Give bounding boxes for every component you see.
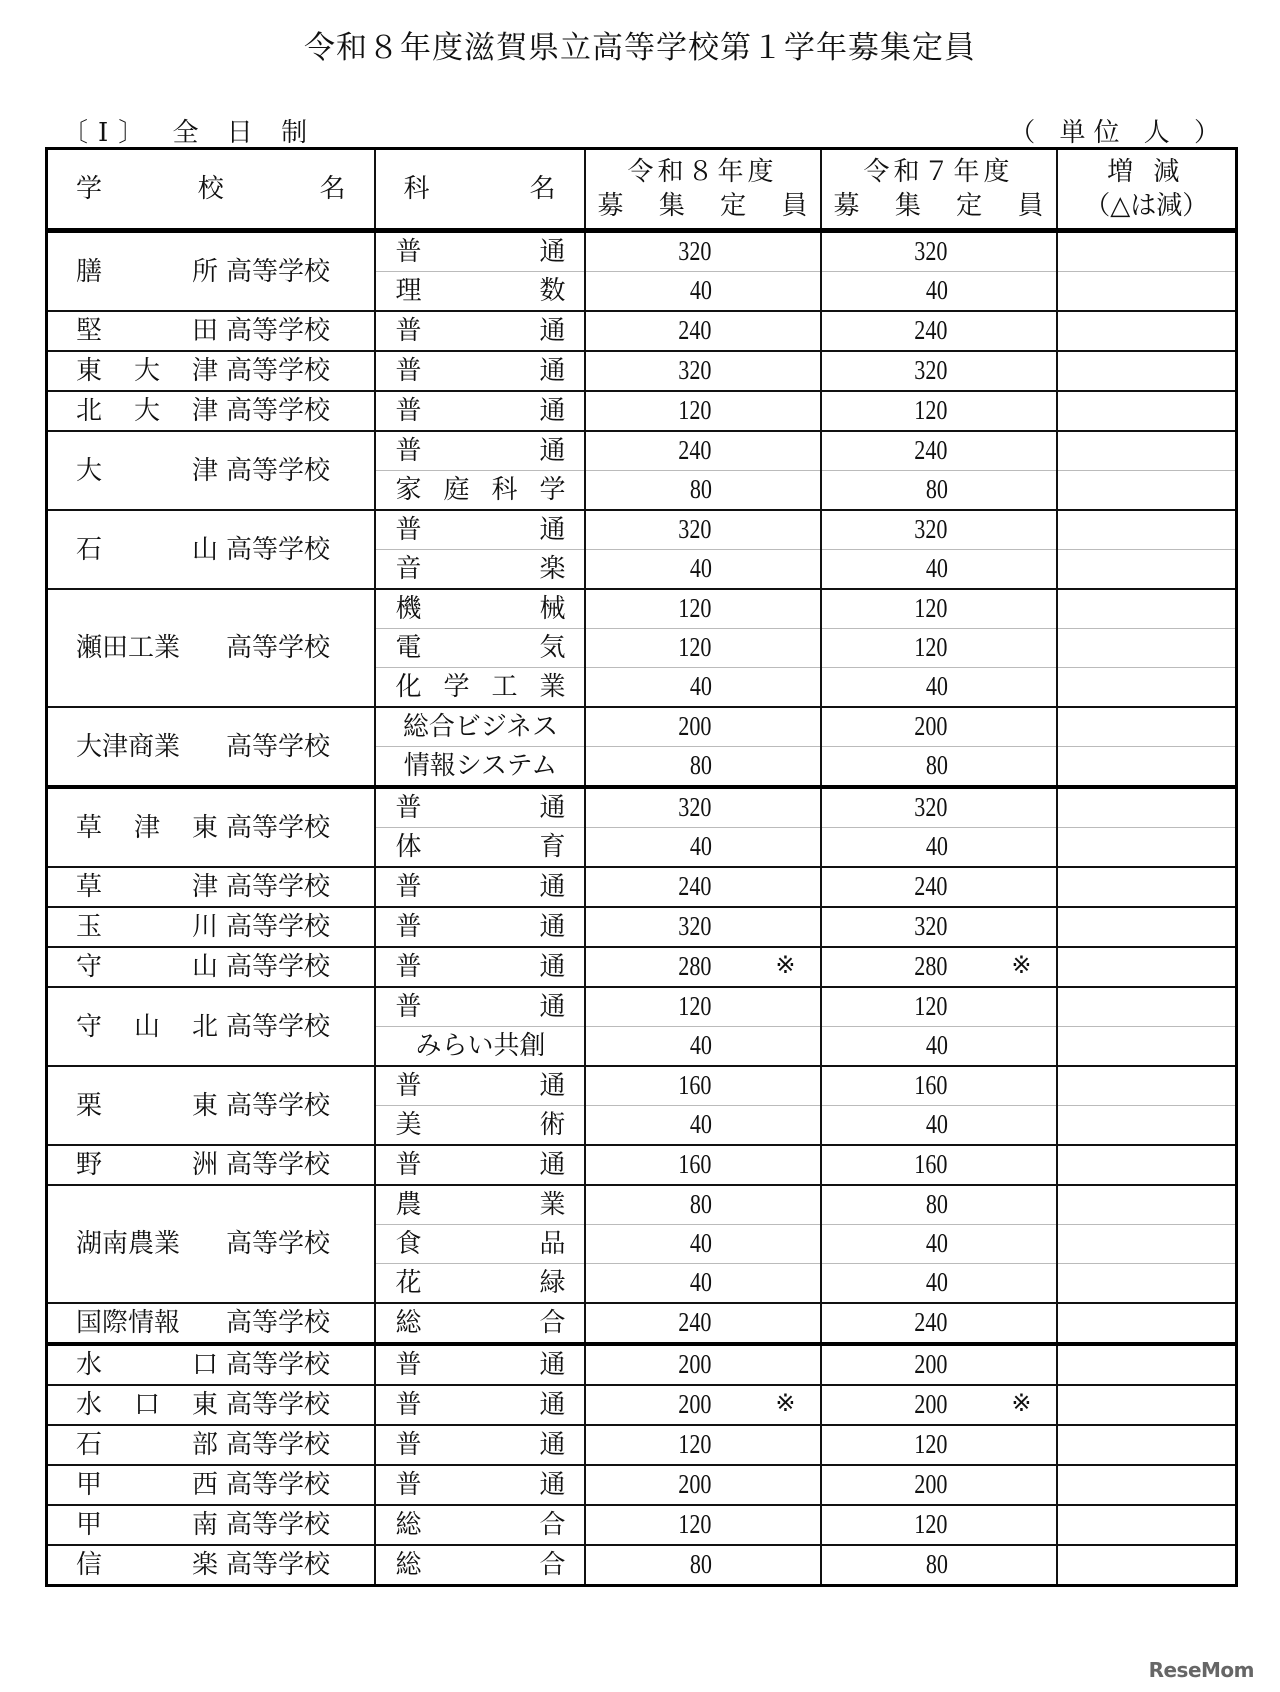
department-name: 普 通 [375,987,585,1027]
capacity-r8: 120 [585,391,821,431]
change-value [1057,311,1237,351]
capacity-r8: 240 [585,311,821,351]
department-name: 普 通 [375,1344,585,1385]
page-title: 令和８年度滋賀県立高等学校第１学年募集定員 [304,30,976,66]
capacity-r8: 120 [585,987,821,1027]
capacity-r7: 80 [821,1545,1057,1586]
header-r8: 令和８年度 募 集 定 員 [585,149,821,231]
school-name: 守 山 高等学校 [47,947,375,987]
table-row [47,1303,1237,1344]
change-value [1057,351,1237,391]
capacity-r8: 240 [585,431,821,471]
capacity-r7: 40 [821,1264,1057,1304]
change-value [1057,231,1237,272]
note-mark: ※ [1011,953,1032,979]
capacity-r7: 80 [821,1185,1057,1225]
school-name: 草 津 東 高等学校 [47,787,375,867]
change-value [1057,1385,1237,1425]
capacity-r8: 80 [585,471,821,511]
department-name: 普 通 [375,391,585,431]
capacity-r8: 40 [585,550,821,590]
change-value [1057,1303,1237,1344]
school-name: 膳 所 高等学校 [47,231,375,312]
capacity-r7: 320 [821,787,1057,828]
department-name: 普 通 [375,1145,585,1185]
school-name: 東 大 津 高等学校 [47,351,375,391]
capacity-r8: 120 [585,1505,821,1545]
capacity-r8: 280 ※ [585,947,821,987]
capacity-r8: 160 [585,1145,821,1185]
department-name: 普 通 [375,311,585,351]
change-value [1057,1264,1237,1304]
school-name: 草 津 高等学校 [47,867,375,907]
school-name: 甲 西 高等学校 [47,1465,375,1505]
capacity-r8: 160 [585,1066,821,1106]
note-mark: ※ [1011,1391,1032,1417]
change-value [1057,1066,1237,1106]
change-value [1057,510,1237,550]
table-body [47,231,1237,1586]
capacity-r7: 120 [821,589,1057,629]
change-value [1057,589,1237,629]
capacity-r7: 40 [821,272,1057,312]
change-value [1057,747,1237,788]
capacity-r8: 40 [585,1106,821,1146]
capacity-r7: 200 ※ [821,1385,1057,1425]
unit-label: （ 単位 人 ） [1009,118,1228,148]
school-name: 野 洲 高等学校 [47,1145,375,1185]
department-name: みらい共創 [375,1027,585,1067]
school-name: 水 口 高等学校 [47,1344,375,1385]
department-name: 普 通 [375,907,585,947]
change-value [1057,907,1237,947]
table-row [47,1505,1237,1545]
department-name: 化 学 工 業 [375,668,585,708]
capacity-r7: 40 [821,1225,1057,1264]
department-name: 普 通 [375,510,585,550]
department-name: 体 育 [375,828,585,868]
table-row [47,1385,1237,1425]
table-row [47,431,1237,471]
table-row [47,589,1237,629]
table-row [47,1425,1237,1465]
department-name: 総合ビジネス [375,707,585,747]
table-row [47,1145,1237,1185]
department-name: 家 庭 科 学 [375,471,585,511]
header-school: 学 校 名 [47,149,375,231]
school-name: 玉 川 高等学校 [47,907,375,947]
change-value [1057,1225,1237,1264]
change-value [1057,550,1237,590]
capacity-r8: 320 [585,351,821,391]
capacity-r7: 120 [821,1425,1057,1465]
table-row [47,947,1237,987]
change-value [1057,1344,1237,1385]
capacity-r7: 120 [821,391,1057,431]
department-name: 花 緑 [375,1264,585,1304]
department-name: 普 通 [375,1066,585,1106]
department-name: 音 楽 [375,550,585,590]
capacity-r7: 40 [821,550,1057,590]
department-name: 普 通 [375,431,585,471]
change-value [1057,787,1237,828]
change-value [1057,1505,1237,1545]
capacity-r8: 200 [585,1465,821,1505]
table-row [47,987,1237,1027]
capacity-r8: 40 [585,828,821,868]
capacity-r7: 240 [821,311,1057,351]
change-value [1057,1425,1237,1465]
change-value [1057,867,1237,907]
header-row [47,149,1237,231]
capacity-r8: 80 [585,1185,821,1225]
header-department: 科 名 [375,149,585,231]
header-r7: 令和７年度 募 集 定 員 [821,149,1057,231]
department-name: 普 通 [375,947,585,987]
school-name: 石 山 高等学校 [47,510,375,589]
note-mark: ※ [775,1391,796,1417]
capacity-r7: 40 [821,1027,1057,1067]
capacity-r7: 40 [821,1106,1057,1146]
section-label: 〔Ⅰ〕 全 日 制 [62,118,318,148]
change-value [1057,431,1237,471]
capacity-r8: 320 [585,510,821,550]
capacity-r8: 40 [585,1225,821,1264]
department-name: 普 通 [375,1425,585,1465]
department-name: 電 気 [375,629,585,668]
note-mark: ※ [775,953,796,979]
table-row [47,510,1237,550]
capacity-r8: 240 [585,1303,821,1344]
capacity-r8: 320 [585,907,821,947]
school-name: 栗 東 高等学校 [47,1066,375,1145]
table-row [47,1185,1237,1225]
capacity-r8: 200 [585,707,821,747]
capacity-r8: 120 [585,1425,821,1465]
school-name: 甲 南 高等学校 [47,1505,375,1545]
school-name: 国際情報 高等学校 [47,1303,375,1344]
department-name: 情報システム [375,747,585,788]
capacity-r7: 120 [821,987,1057,1027]
table-row [47,1545,1237,1586]
capacity-r7: 280 ※ [821,947,1057,987]
capacity-r7: 80 [821,471,1057,511]
capacity-r7: 320 [821,907,1057,947]
capacity-r7: 160 [821,1145,1057,1185]
capacity-r8: 240 [585,867,821,907]
capacity-r7: 120 [821,1505,1057,1545]
capacity-r7: 40 [821,668,1057,708]
header-change: 増 減 （△は減） [1057,149,1237,231]
department-name: 普 通 [375,351,585,391]
table-row [47,1344,1237,1385]
resemom-logo: ReseMom [1148,1658,1254,1682]
capacity-r7: 320 [821,351,1057,391]
table-row [47,907,1237,947]
change-value [1057,1106,1237,1146]
department-name: 普 通 [375,787,585,828]
table-row [47,787,1237,828]
capacity-r8: 40 [585,272,821,312]
change-value [1057,471,1237,511]
capacity-r8: 200 [585,1344,821,1385]
capacity-r7: 200 [821,1465,1057,1505]
school-name: 大 津 高等学校 [47,431,375,510]
school-name: 水 口 東 高等学校 [47,1385,375,1425]
change-value [1057,629,1237,668]
school-name: 瀬田工業 高等学校 [47,589,375,707]
capacity-r7: 240 [821,431,1057,471]
department-name: 普 通 [375,867,585,907]
change-value [1057,828,1237,868]
school-name: 信 楽 高等学校 [47,1545,375,1586]
school-name: 大津商業 高等学校 [47,707,375,787]
capacity-r8: 120 [585,629,821,668]
capacity-r8: 40 [585,1264,821,1304]
change-value [1057,1545,1237,1586]
table-row [47,707,1237,747]
school-name: 守 山 北 高等学校 [47,987,375,1066]
table-row [47,391,1237,431]
department-name: 食 品 [375,1225,585,1264]
department-name: 理 数 [375,272,585,312]
department-name: 普 通 [375,231,585,272]
table-row [47,1465,1237,1505]
change-value [1057,1145,1237,1185]
capacity-r8: 80 [585,1545,821,1586]
school-name: 石 部 高等学校 [47,1425,375,1465]
department-name: 美 術 [375,1106,585,1146]
enrollment-table [45,147,1238,1587]
department-name: 普 通 [375,1465,585,1505]
department-name: 機 械 [375,589,585,629]
capacity-r8: 320 [585,231,821,272]
capacity-r7: 320 [821,231,1057,272]
change-value [1057,947,1237,987]
change-value [1057,707,1237,747]
table-row [47,867,1237,907]
change-value [1057,1465,1237,1505]
school-name: 湖南農業 高等学校 [47,1185,375,1303]
school-name: 堅 田 高等学校 [47,311,375,351]
capacity-r8: 40 [585,668,821,708]
change-value [1057,1185,1237,1225]
capacity-r7: 320 [821,510,1057,550]
capacity-r7: 240 [821,867,1057,907]
change-value [1057,272,1237,312]
change-value [1057,987,1237,1027]
table-row [47,311,1237,351]
department-name: 農 業 [375,1185,585,1225]
capacity-r7: 40 [821,828,1057,868]
capacity-r8: 80 [585,747,821,788]
change-value [1057,1027,1237,1067]
capacity-r7: 200 [821,707,1057,747]
capacity-r8: 120 [585,589,821,629]
department-name: 総 合 [375,1505,585,1545]
change-value [1057,391,1237,431]
department-name: 総 合 [375,1545,585,1586]
capacity-r7: 120 [821,629,1057,668]
table-row [47,351,1237,391]
capacity-r7: 200 [821,1344,1057,1385]
capacity-r7: 80 [821,747,1057,788]
capacity-r8: 200 ※ [585,1385,821,1425]
department-name: 総 合 [375,1303,585,1344]
capacity-r8: 320 [585,787,821,828]
school-name: 北 大 津 高等学校 [47,391,375,431]
table-row [47,231,1237,272]
table-row [47,1066,1237,1106]
capacity-r7: 160 [821,1066,1057,1106]
capacity-r8: 40 [585,1027,821,1067]
change-value [1057,668,1237,708]
capacity-r7: 240 [821,1303,1057,1344]
department-name: 普 通 [375,1385,585,1425]
